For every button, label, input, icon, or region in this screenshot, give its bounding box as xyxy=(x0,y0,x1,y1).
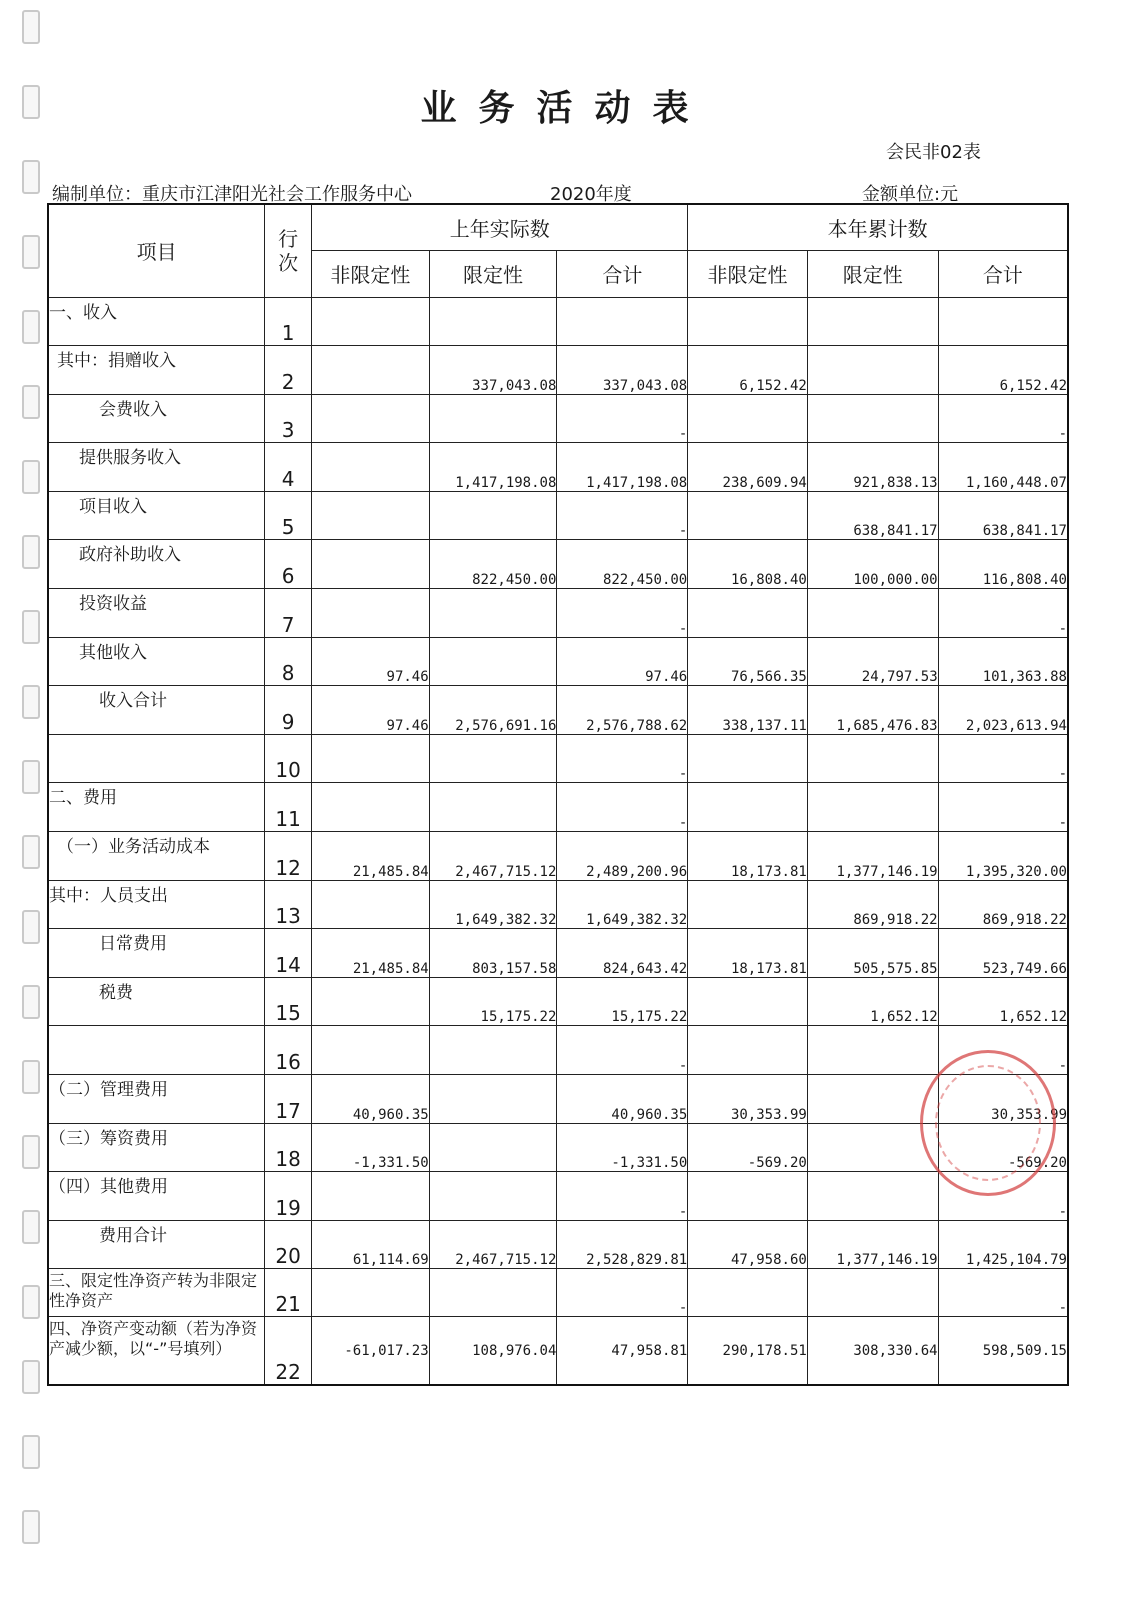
row-value xyxy=(807,783,938,832)
table-row xyxy=(48,929,1068,978)
row-line-number: 15 xyxy=(265,977,312,1026)
row-value: - xyxy=(557,1269,688,1317)
row-value: 1,395,320.00 xyxy=(938,832,1068,881)
table-row xyxy=(48,1075,1068,1124)
row-value: 1,160,448.07 xyxy=(938,443,1068,492)
row-value xyxy=(312,540,430,589)
row-item: 提供服务收入 xyxy=(48,443,265,492)
header-line-text: 行次 xyxy=(278,226,299,275)
row-value xyxy=(429,1172,557,1221)
row-value: - xyxy=(938,1172,1068,1221)
row-value: 2,467,715.12 xyxy=(429,1220,557,1269)
row-value xyxy=(312,1172,430,1221)
row-line-number: 1 xyxy=(265,297,312,346)
row-value xyxy=(429,1075,557,1124)
row-value: 21,485.84 xyxy=(312,832,430,881)
row-item xyxy=(48,734,265,783)
page-title: 业务活动表 xyxy=(420,87,711,129)
row-value: - xyxy=(557,783,688,832)
row-value: 97.46 xyxy=(557,637,688,686)
row-value xyxy=(807,1026,938,1075)
row-value: 1,377,146.19 xyxy=(807,1220,938,1269)
row-line-number: 20 xyxy=(265,1220,312,1269)
binder-hole xyxy=(22,1285,40,1319)
row-value: 40,960.35 xyxy=(312,1075,430,1124)
row-value: 1,417,198.08 xyxy=(429,443,557,492)
row-value: 1,685,476.83 xyxy=(807,686,938,735)
table-row xyxy=(48,394,1068,443)
row-line-number: 8 xyxy=(265,637,312,686)
row-value xyxy=(312,880,430,929)
row-value: - xyxy=(938,1026,1068,1075)
row-value: 598,509.15 xyxy=(938,1317,1068,1385)
row-value xyxy=(429,1026,557,1075)
row-value xyxy=(312,297,430,346)
table-row xyxy=(48,540,1068,589)
row-value: 21,485.84 xyxy=(312,929,430,978)
row-value xyxy=(688,297,808,346)
row-value: - xyxy=(557,1026,688,1075)
table-row xyxy=(48,346,1068,395)
row-line-number: 13 xyxy=(265,880,312,929)
row-value: 2,489,200.96 xyxy=(557,832,688,881)
table-row xyxy=(48,734,1068,783)
row-value: 47,958.60 xyxy=(688,1220,808,1269)
table-row xyxy=(48,297,1068,346)
binder-hole xyxy=(22,460,40,494)
binder-hole xyxy=(22,160,40,194)
row-item: 政府补助收入 xyxy=(48,540,265,589)
row-value xyxy=(688,783,808,832)
row-value xyxy=(429,394,557,443)
row-item: 日常费用 xyxy=(48,929,265,978)
row-value: 337,043.08 xyxy=(429,346,557,395)
binder-hole xyxy=(22,10,40,44)
binder-hole xyxy=(22,610,40,644)
header-prev-total: 合计 xyxy=(557,250,688,297)
row-line-number: 14 xyxy=(265,929,312,978)
row-value xyxy=(688,1269,808,1317)
row-value: 2,467,715.12 xyxy=(429,832,557,881)
row-value: 108,976.04 xyxy=(429,1317,557,1385)
row-value: 15,175.22 xyxy=(429,977,557,1026)
table-row xyxy=(48,1317,1068,1385)
header-prev-restricted: 限定性 xyxy=(429,250,557,297)
row-line-number: 5 xyxy=(265,491,312,540)
row-value: -61,017.23 xyxy=(312,1317,430,1385)
row-value xyxy=(312,346,430,395)
row-value: 101,363.88 xyxy=(938,637,1068,686)
row-value xyxy=(807,346,938,395)
table-row xyxy=(48,1220,1068,1269)
row-value xyxy=(807,394,938,443)
row-item: 一、收入 xyxy=(48,297,265,346)
report-year: 2020年度 xyxy=(550,184,632,205)
binder-hole xyxy=(22,1135,40,1169)
row-value: 1,417,198.08 xyxy=(557,443,688,492)
row-value xyxy=(312,977,430,1026)
row-value: 100,000.00 xyxy=(807,540,938,589)
row-value: - xyxy=(938,1269,1068,1317)
binder-hole xyxy=(22,1060,40,1094)
row-value: 6,152.42 xyxy=(938,346,1068,395)
row-value: - xyxy=(557,1172,688,1221)
row-value: 16,808.40 xyxy=(688,540,808,589)
header-cur-total: 合计 xyxy=(938,250,1068,297)
table-row xyxy=(48,637,1068,686)
row-value: 2,528,829.81 xyxy=(557,1220,688,1269)
row-item: （一）业务活动成本 xyxy=(48,832,265,881)
row-item: 税费 xyxy=(48,977,265,1026)
binder-hole xyxy=(22,1360,40,1394)
currency-unit: 金额单位:元 xyxy=(862,184,959,205)
row-line-number: 12 xyxy=(265,832,312,881)
compiling-unit: 编制单位：重庆市江津阳光社会工作服务中心 xyxy=(52,184,412,205)
row-value xyxy=(429,1269,557,1317)
binder-hole xyxy=(22,310,40,344)
row-line-number: 6 xyxy=(265,540,312,589)
row-value: 505,575.85 xyxy=(807,929,938,978)
row-value xyxy=(429,491,557,540)
binder-hole xyxy=(22,385,40,419)
row-value xyxy=(429,734,557,783)
row-value: 18,173.81 xyxy=(688,832,808,881)
row-value: 290,178.51 xyxy=(688,1317,808,1385)
table-row xyxy=(48,686,1068,735)
table-row xyxy=(48,783,1068,832)
row-value xyxy=(807,1172,938,1221)
row-value: 523,749.66 xyxy=(938,929,1068,978)
table-row xyxy=(48,1123,1068,1172)
binder-hole xyxy=(22,760,40,794)
row-value: 15,175.22 xyxy=(557,977,688,1026)
row-item: 收入合计 xyxy=(48,686,265,735)
row-line-number: 4 xyxy=(265,443,312,492)
binder-hole xyxy=(22,835,40,869)
row-line-number: 18 xyxy=(265,1123,312,1172)
header-prev-year: 上年实际数 xyxy=(312,204,688,250)
row-value xyxy=(807,1269,938,1317)
row-value: 308,330.64 xyxy=(807,1317,938,1385)
row-value xyxy=(429,297,557,346)
row-item: （二）管理费用 xyxy=(48,1075,265,1124)
row-line-number: 2 xyxy=(265,346,312,395)
row-value: 822,450.00 xyxy=(429,540,557,589)
row-item: 其中：捐赠收入 xyxy=(48,346,265,395)
row-value xyxy=(429,637,557,686)
row-line-number: 21 xyxy=(265,1269,312,1317)
row-value: 1,377,146.19 xyxy=(807,832,938,881)
row-value xyxy=(688,1026,808,1075)
row-value xyxy=(312,1269,430,1317)
row-value: 97.46 xyxy=(312,637,430,686)
row-value: 116,808.40 xyxy=(938,540,1068,589)
row-value xyxy=(312,734,430,783)
row-value xyxy=(429,1123,557,1172)
row-value: -569.20 xyxy=(938,1123,1068,1172)
binder-hole xyxy=(22,1510,40,1544)
row-value xyxy=(688,589,808,638)
row-value xyxy=(807,734,938,783)
row-value: 1,649,382.32 xyxy=(557,880,688,929)
row-value: 18,173.81 xyxy=(688,929,808,978)
row-value: - xyxy=(557,734,688,783)
table-row xyxy=(48,977,1068,1026)
activity-table xyxy=(47,203,1069,1386)
row-item: 投资收益 xyxy=(48,589,265,638)
binder-hole xyxy=(22,235,40,269)
row-value: 238,609.94 xyxy=(688,443,808,492)
row-value: - xyxy=(557,491,688,540)
row-value: - xyxy=(557,589,688,638)
row-value: 6,152.42 xyxy=(688,346,808,395)
row-item: 项目收入 xyxy=(48,491,265,540)
row-value: 1,652.12 xyxy=(938,977,1068,1026)
header-cur-restricted: 限定性 xyxy=(807,250,938,297)
row-value xyxy=(429,783,557,832)
row-value xyxy=(312,783,430,832)
row-value: - xyxy=(938,734,1068,783)
row-item: （四）其他费用 xyxy=(48,1172,265,1221)
row-value: 803,157.58 xyxy=(429,929,557,978)
row-value: 822,450.00 xyxy=(557,540,688,589)
table-row xyxy=(48,1269,1068,1317)
row-line-number: 17 xyxy=(265,1075,312,1124)
row-value: 638,841.17 xyxy=(938,491,1068,540)
row-value xyxy=(688,394,808,443)
form-code: 会民非02表 xyxy=(886,142,981,163)
table-row xyxy=(48,1026,1068,1075)
row-line-number: 11 xyxy=(265,783,312,832)
row-value: 869,918.22 xyxy=(807,880,938,929)
row-value: 24,797.53 xyxy=(807,637,938,686)
row-value xyxy=(312,1026,430,1075)
header-line xyxy=(265,204,312,297)
header-cur-unrestricted: 非限定性 xyxy=(688,250,808,297)
table-row xyxy=(48,443,1068,492)
table-row xyxy=(48,1172,1068,1221)
row-line-number: 7 xyxy=(265,589,312,638)
row-value xyxy=(807,1075,938,1124)
row-value: 2,576,788.62 xyxy=(557,686,688,735)
header-cur-year: 本年累计数 xyxy=(688,204,1068,250)
row-line-number: 10 xyxy=(265,734,312,783)
row-value: - xyxy=(938,589,1068,638)
row-value xyxy=(688,880,808,929)
row-value: 47,958.81 xyxy=(557,1317,688,1385)
table-row xyxy=(48,491,1068,540)
row-item: 三、限定性净资产转为非限定性净资产 xyxy=(48,1269,265,1317)
row-value xyxy=(312,394,430,443)
row-value: 40,960.35 xyxy=(557,1075,688,1124)
row-value xyxy=(807,1123,938,1172)
row-value: -569.20 xyxy=(688,1123,808,1172)
table-row xyxy=(48,832,1068,881)
row-line-number: 19 xyxy=(265,1172,312,1221)
row-line-number: 16 xyxy=(265,1026,312,1075)
row-value xyxy=(938,297,1068,346)
row-value: 638,841.17 xyxy=(807,491,938,540)
row-value: 2,576,691.16 xyxy=(429,686,557,735)
row-value: 30,353.99 xyxy=(938,1075,1068,1124)
header-item: 项目 xyxy=(48,204,265,297)
row-value xyxy=(807,589,938,638)
row-line-number: 3 xyxy=(265,394,312,443)
binder-hole xyxy=(22,535,40,569)
row-value xyxy=(429,589,557,638)
row-value: - xyxy=(938,394,1068,443)
row-item: 会费收入 xyxy=(48,394,265,443)
header-prev-unrestricted: 非限定性 xyxy=(312,250,430,297)
table-row xyxy=(48,880,1068,929)
row-value: 338,137.11 xyxy=(688,686,808,735)
row-value: -1,331.50 xyxy=(557,1123,688,1172)
row-value xyxy=(312,491,430,540)
row-value: 76,566.35 xyxy=(688,637,808,686)
row-item xyxy=(48,1026,265,1075)
row-line-number: 22 xyxy=(265,1317,312,1385)
table-row xyxy=(48,589,1068,638)
row-value: 1,652.12 xyxy=(807,977,938,1026)
row-value: 1,649,382.32 xyxy=(429,880,557,929)
row-item: 二、费用 xyxy=(48,783,265,832)
row-item: 其中：人员支出 xyxy=(48,880,265,929)
row-value: 824,643.42 xyxy=(557,929,688,978)
row-value: 2,023,613.94 xyxy=(938,686,1068,735)
binder-hole xyxy=(22,685,40,719)
binder-hole xyxy=(22,1435,40,1469)
row-item: 其他收入 xyxy=(48,637,265,686)
row-value xyxy=(688,491,808,540)
row-value: 1,425,104.79 xyxy=(938,1220,1068,1269)
row-value xyxy=(312,443,430,492)
row-value: 30,353.99 xyxy=(688,1075,808,1124)
row-value xyxy=(807,297,938,346)
row-value: 869,918.22 xyxy=(938,880,1068,929)
binder-hole xyxy=(22,1210,40,1244)
row-line-number: 9 xyxy=(265,686,312,735)
row-value xyxy=(688,1172,808,1221)
row-value: 337,043.08 xyxy=(557,346,688,395)
row-value: 97.46 xyxy=(312,686,430,735)
row-item: 费用合计 xyxy=(48,1220,265,1269)
binder-hole xyxy=(22,985,40,1019)
row-value: 61,114.69 xyxy=(312,1220,430,1269)
row-value xyxy=(557,297,688,346)
binder-hole xyxy=(22,910,40,944)
row-value xyxy=(688,734,808,783)
row-item: 四、净资产变动额（若为净资产减少额，以“-”号填列） xyxy=(48,1317,265,1385)
row-value: 921,838.13 xyxy=(807,443,938,492)
row-value: - xyxy=(557,394,688,443)
row-item: （三）筹资费用 xyxy=(48,1123,265,1172)
row-value xyxy=(688,977,808,1026)
row-value: - xyxy=(938,783,1068,832)
row-value: -1,331.50 xyxy=(312,1123,430,1172)
row-value xyxy=(312,589,430,638)
